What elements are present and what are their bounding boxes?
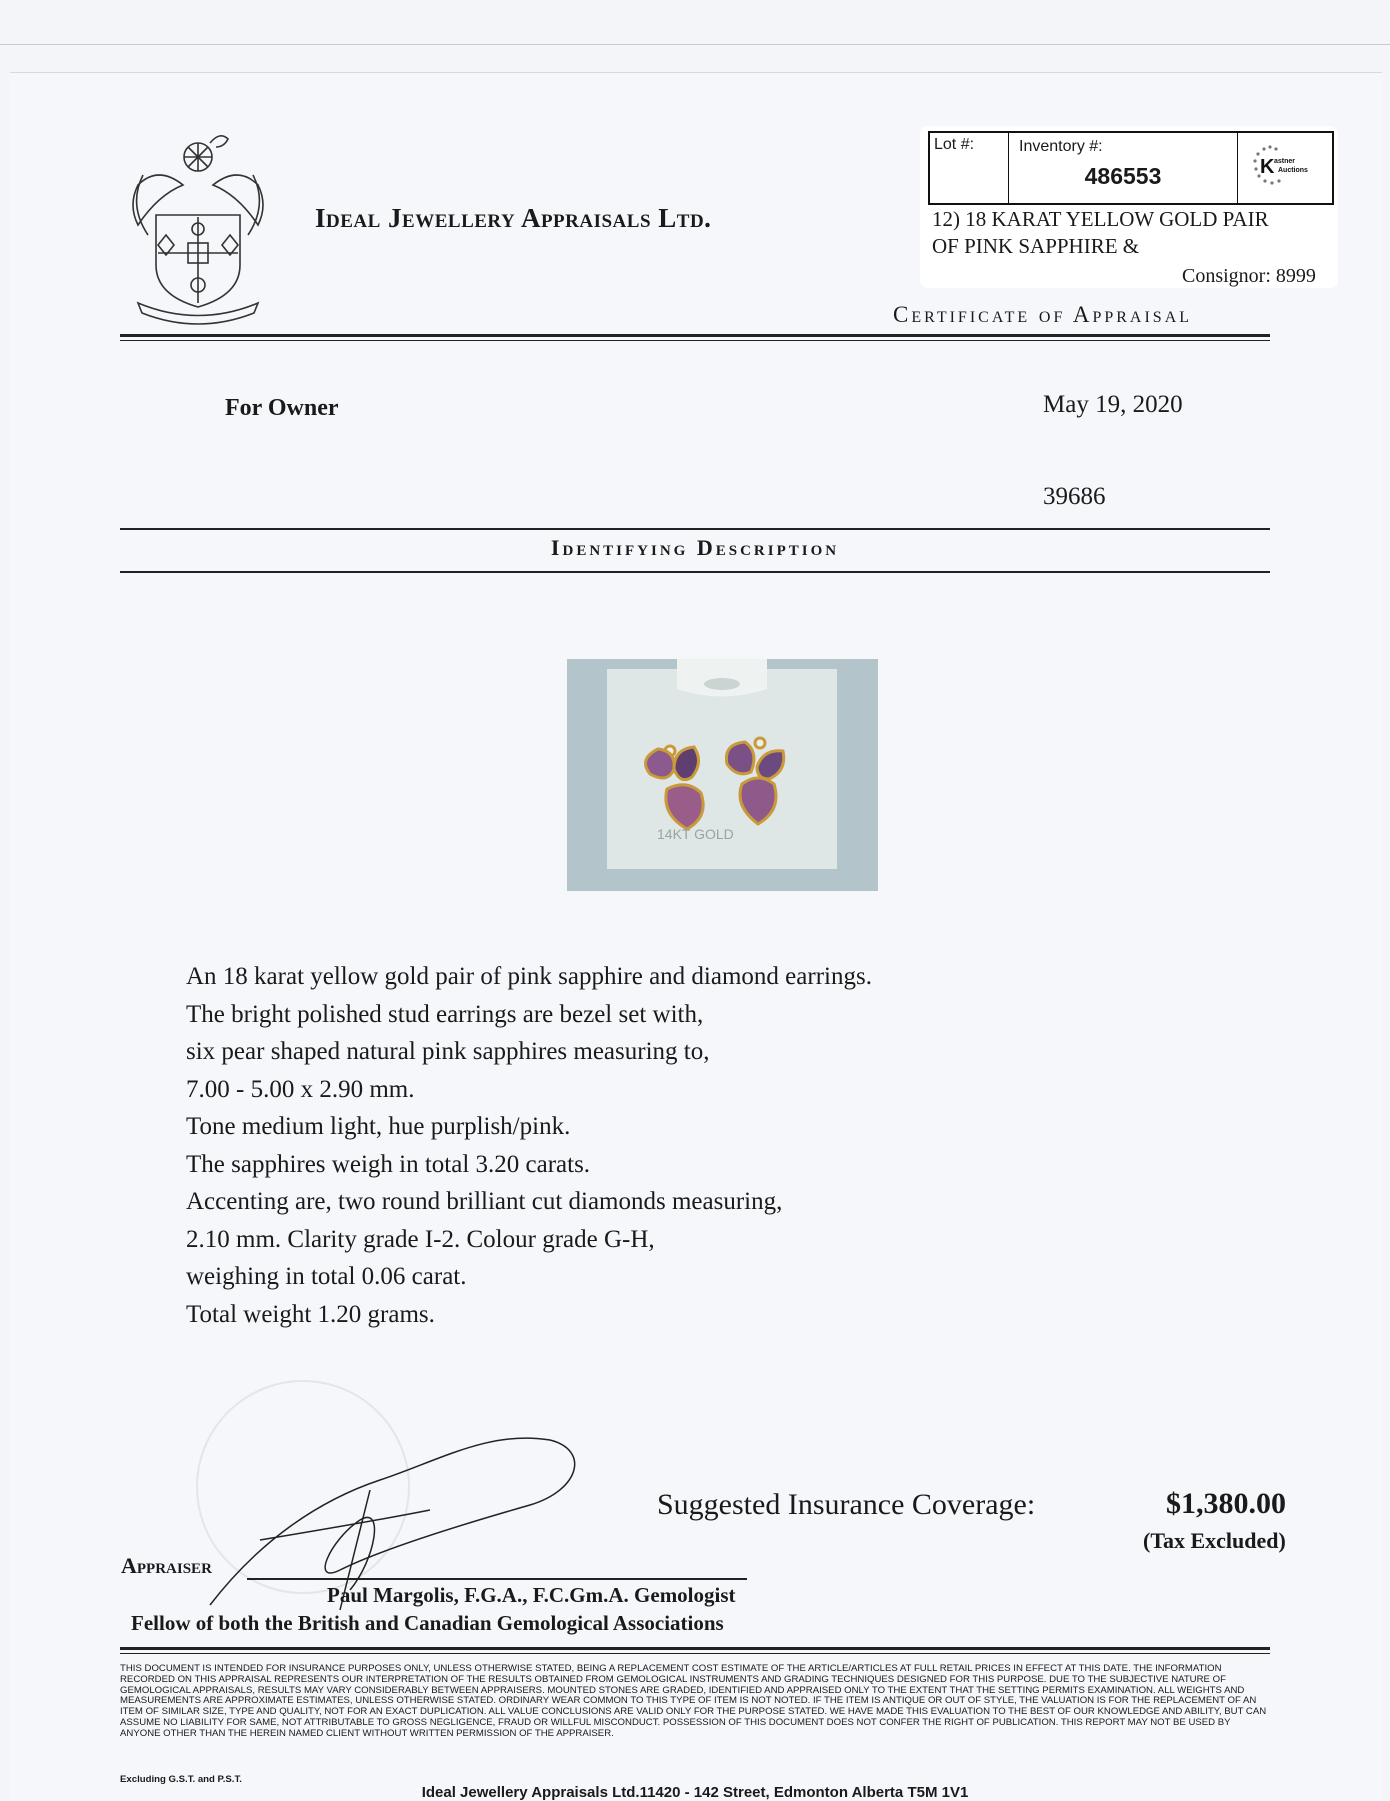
inventory-cell [1009, 133, 1238, 203]
description-line: weighing in total 0.06 carat. [186, 1263, 467, 1290]
divider [120, 571, 1270, 573]
legal-disclaimer: THIS DOCUMENT IS INTENDED FOR INSURANCE PURPOSES ONLY, UNLESS OTHERWISE STATED, BEING A REPLACEMENT COST ESTIMATE OF THE ARTICLE/ARTICLES AT FULL RETAIL PRICES IN EFFECT AT THIS DATE. THE INFORMATION RECORDED ON THIS APPRAISAL REPRESENTS OUR INTERPRETATION OF THE RESULTS OBTAINED FROM GEMOLOGICAL INSTRUMENTS AND GRADING TECHNIQUES DESIGNED FOR THIS PURPOSE. DUE TO THE SUBJECTIVE NATURE OF GEMOLOGICAL APPRAISALS, RESULTS MAY VARY CONSIDERABLY BETWEEN APPRAISERS. MOUNTED STONES ARE GRADED, IDENTIFIED AND APPRAISED ONLY TO THE EXTENT THAT THE SETTING PERMITS EXAMINATION. ALL WEIGHTS AND MEASUREMENTS ARE APPROXIMATE ESTIMATES, UNLESS OTHERWISE STATED. ORDINARY WEAR COMMON TO THIS TYPE OF ITEM IS NOT NOTED. IF THE ITEM IS ANTIQUE OR OUT OF STYLE, THE VALUATION IS FOR THE REPLACEMENT OF AN ITEM OF SIMILAR SIZE, TYPE AND QUALITY, NOT FOR AN EXACT DUPLICATION. ALL VALUE CONCLUSIONS ARE VALID ONLY FOR THE PURPOSE STATED. WE HAVE MADE THIS EVALUATION TO THE BEST OF OUR KNOWLEDGE AND ABILITY, BUT CAN ASSUME NO LIABILITY FOR SAME, NOT ATTRIBUTABLE TO GROSS NEGLIGENCE, FRAUD OR WILLFUL MISCONDUCT. POSSESSION OF THIS DOCUMENT DOES NOT CONFER THE RIGHT OF PUBLICATION. THIS REPORT MAY NOT BE USED BY ANYONE OTHER THAN THE HEREIN NAMED CLIENT WITHOUT WRITTEN PERMISSION OF THE APPRAISER. [120, 1663, 1267, 1739]
divider [120, 340, 1270, 341]
appraiser-fellowship: Fellow of both the British and Canadian Gemological Associations [131, 1611, 724, 1635]
description-line: six pear shaped natural pink sapphires measuring to, [186, 1038, 710, 1065]
consignor: Consignor: 8999 [1182, 265, 1316, 287]
description-line: 7.00 - 5.00 x 2.90 mm. [186, 1075, 415, 1103]
description-line: 2.10 mm. Clarity grade I-2. Colour grade G-H, [186, 1225, 655, 1253]
label-desc-line: 12) 18 KARAT YELLOW GOLD PAIR [932, 207, 1269, 231]
company-name: Ideal Jewellery Appraisals Ltd. [315, 203, 712, 233]
auction-label-description [932, 206, 1269, 260]
tax-note: (Tax Excluded) [1143, 1528, 1286, 1553]
section-title: Identifying Description [550, 535, 840, 560]
identifying-description [186, 958, 872, 1333]
appraiser-heading: Appraiser [121, 1553, 212, 1578]
svg-text:astner: astner [1274, 158, 1296, 165]
insurance-label: Suggested Insurance Coverage: [657, 1488, 1036, 1521]
description-line: An 18 karat yellow gold pair of pink sapphire and diamond earrings. [186, 963, 872, 990]
earrings-photo [567, 659, 878, 891]
owner-label: For Owner [225, 395, 339, 421]
appraiser-name: Paul Margolis, F.G.A., F.C.Gm.A. Gemologist [327, 1583, 736, 1607]
lot-cell [930, 133, 1009, 203]
label-desc-line: OF PINK SAPPHIRE & [932, 234, 1140, 258]
lot-label: Lot #: [934, 136, 975, 153]
divider [120, 1653, 1270, 1654]
kastner-auctions-logo [1246, 141, 1318, 193]
certificate-title: Certificate of Appraisal [893, 302, 1193, 327]
description-line: Tone medium light, hue purplish/pink. [186, 1113, 571, 1140]
logo-cell [1238, 133, 1332, 203]
svg-text:K: K [1260, 156, 1275, 178]
description-line: The sapphires weigh in total 3.20 carats. [186, 1150, 591, 1178]
coat-of-arms-icon [118, 125, 278, 325]
inventory-label: Inventory #: [1019, 138, 1103, 155]
appraisal-date: May 19, 2020 [1043, 391, 1183, 418]
reference-number: 39686 [1043, 483, 1106, 510]
description-line: The bright polished stud earrings are bezel set with, [186, 1000, 704, 1028]
tax-exclusion: Excluding G.S.T. and P.S.T. [120, 1774, 242, 1785]
insurance-amount: $1,380.00 [1166, 1487, 1286, 1520]
scan-edge [0, 44, 1390, 45]
divider [120, 528, 1270, 530]
inventory-number: 486553 [1084, 163, 1162, 189]
description-line: Accenting are, two round brilliant cut diamonds measuring, [186, 1188, 783, 1215]
svg-text:Auctions: Auctions [1278, 167, 1308, 174]
photo-stamp-text: 14KT GOLD [657, 826, 734, 842]
inventory-table [928, 131, 1334, 205]
footer-address: Ideal Jewellery Appraisals Ltd.11420 - 142 Street, Edmonton Alberta T5M 1V1 [421, 1784, 969, 1801]
divider [120, 1647, 1270, 1650]
divider [120, 334, 1270, 337]
description-line: Total weight 1.20 grams. [186, 1300, 435, 1328]
